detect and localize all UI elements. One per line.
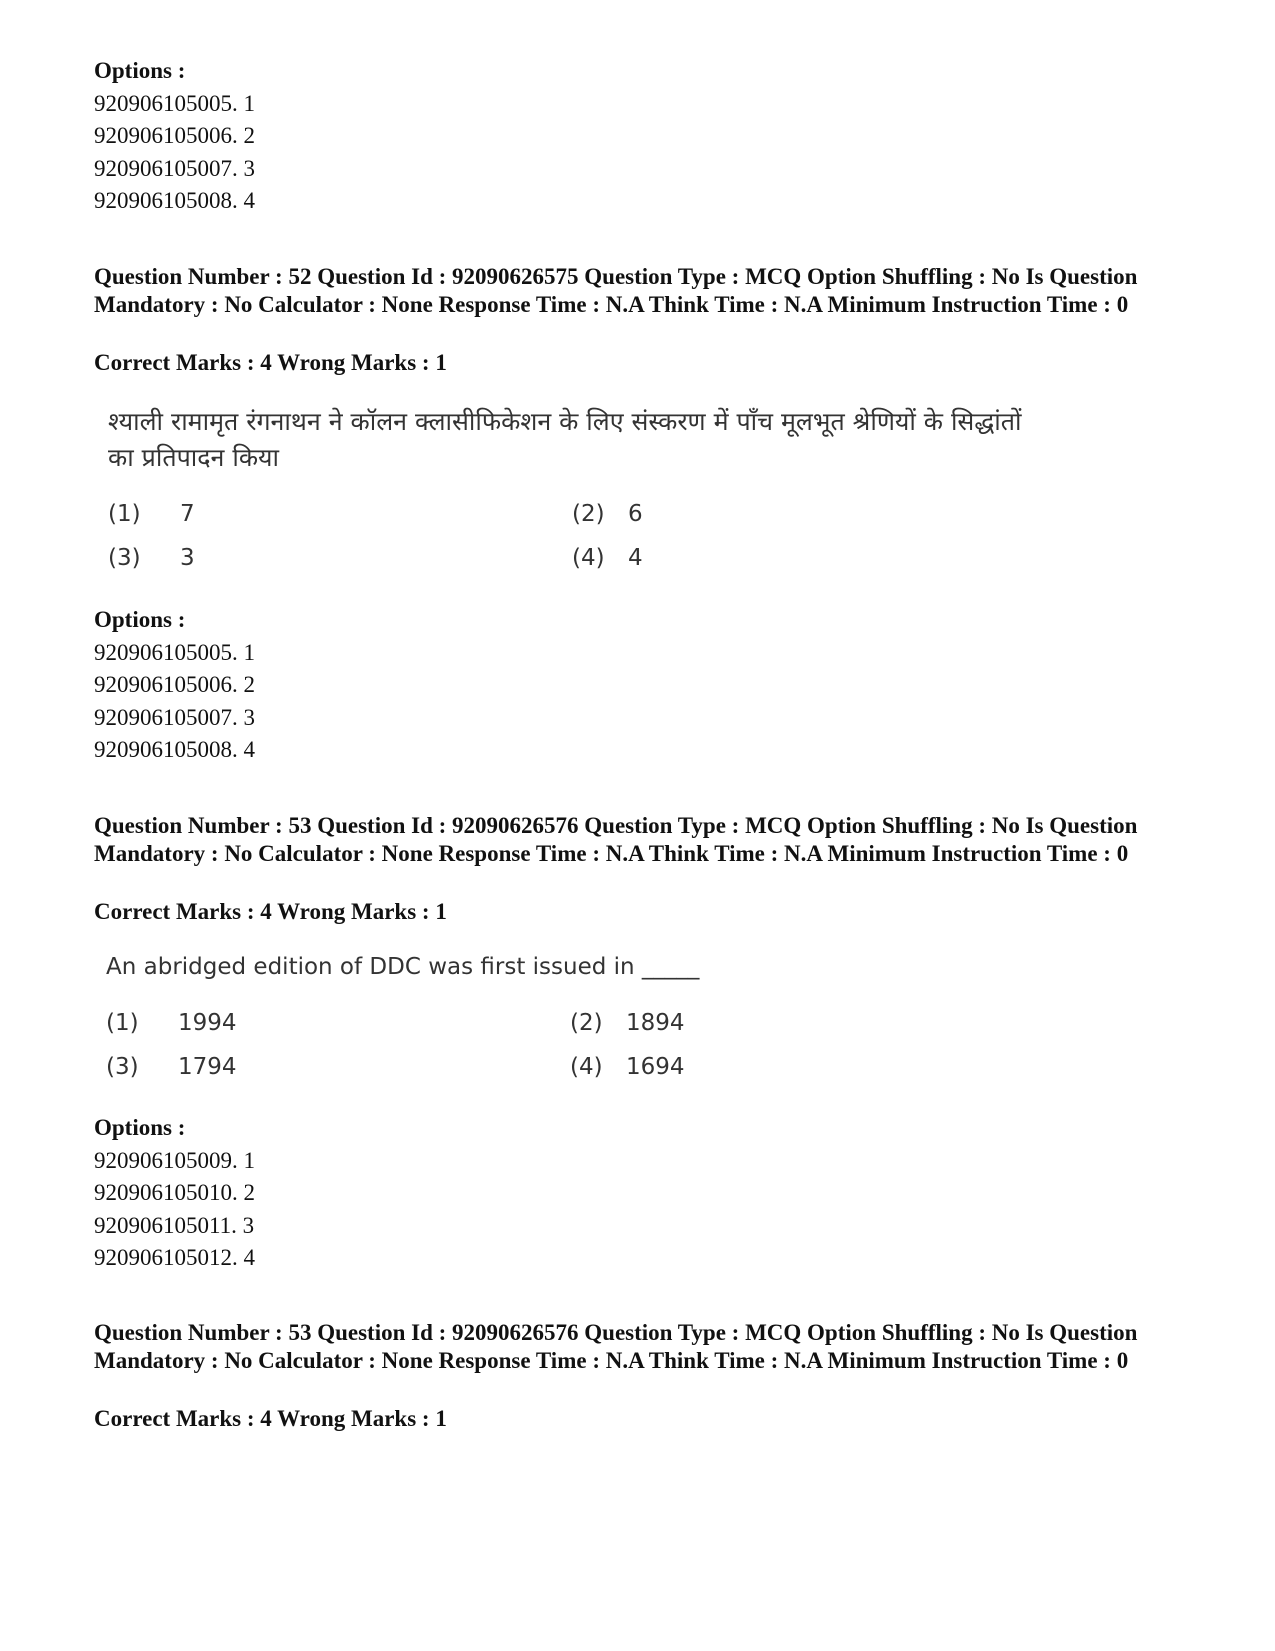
option-line: 920906105006. 2 <box>94 672 255 697</box>
choice-number: (3) <box>108 545 141 571</box>
question-meta: Question Number : 53 Question Id : 92090626576 Question Type : MCQ Option Shuffling : No Is Question Mandatory : No Calculator : None Response Time : N.A Think Time : N.A Minimum Instruction Time : 0 <box>94 1320 1138 1373</box>
question-meta: Question Number : 52 Question Id : 92090626575 Question Type : MCQ Option Shuffling : No Is Question Mandatory : No Calculator : None Response Time : N.A Think Time : N.A Minimum Instruction Time : 0 <box>94 264 1138 317</box>
options-heading: Options : <box>94 58 186 83</box>
question-meta: Question Number : 53 Question Id : 92090626576 Question Type : MCQ Option Shuffling : No Is Question Mandatory : No Calculator : None Response Time : N.A Think Time : N.A Minimum Instruction Time : 0 <box>94 813 1138 866</box>
answer-choice <box>570 1052 685 1082</box>
choice-value: 7 <box>180 501 195 527</box>
option-line: 920906105007. 3 <box>94 156 255 181</box>
answer-choice <box>106 1008 237 1038</box>
choice-value: 1894 <box>626 1010 685 1036</box>
choice-number: (4) <box>570 1054 603 1080</box>
options-heading: Options : <box>94 1115 186 1140</box>
options-heading: Options : <box>94 607 186 632</box>
question-marks: Correct Marks : 4 Wrong Marks : 1 <box>94 899 447 924</box>
choice-value: 3 <box>180 545 195 571</box>
choice-value: 4 <box>628 545 643 571</box>
choice-number: (4) <box>572 545 605 571</box>
answer-choice <box>106 1052 237 1082</box>
option-line: 920906105008. 4 <box>94 188 255 213</box>
option-line: 920906105005. 1 <box>94 91 255 116</box>
option-line: 920906105006. 2 <box>94 123 255 148</box>
option-line: 920906105011. 3 <box>94 1213 255 1238</box>
choice-number: (1) <box>108 501 141 527</box>
answer-choice <box>570 1008 685 1038</box>
answer-choice <box>572 499 643 529</box>
choice-number: (2) <box>570 1010 603 1036</box>
choice-number: (1) <box>106 1010 139 1036</box>
question-text-line: का प्रतिपादन किया <box>108 443 279 472</box>
question-text-line: श्याली रामामृत रंगनाथन ने कॉलन क्लासीफिकेशन के लिए संस्करण में पाँच मूलभूत श्रेणियों के सिद्धांतों <box>108 407 1022 436</box>
choice-value: 1794 <box>178 1054 237 1080</box>
option-line: 920906105009. 1 <box>94 1148 255 1173</box>
choice-number: (2) <box>572 501 605 527</box>
question-marks: Correct Marks : 4 Wrong Marks : 1 <box>94 1406 447 1431</box>
choice-value: 6 <box>628 501 643 527</box>
option-line: 920906105005. 1 <box>94 640 255 665</box>
option-line: 920906105010. 2 <box>94 1180 255 1205</box>
choice-value: 1994 <box>178 1010 237 1036</box>
choice-value: 1694 <box>626 1054 685 1080</box>
option-line: 920906105008. 4 <box>94 737 255 762</box>
choice-number: (3) <box>106 1054 139 1080</box>
question-marks: Correct Marks : 4 Wrong Marks : 1 <box>94 350 447 375</box>
option-line: 920906105007. 3 <box>94 705 255 730</box>
answer-choice <box>108 499 195 529</box>
question-text: An abridged edition of DDC was first issued in _____ <box>106 954 700 980</box>
answer-choice <box>572 543 643 573</box>
option-line: 920906105012. 4 <box>94 1245 255 1270</box>
answer-choice <box>108 543 195 573</box>
